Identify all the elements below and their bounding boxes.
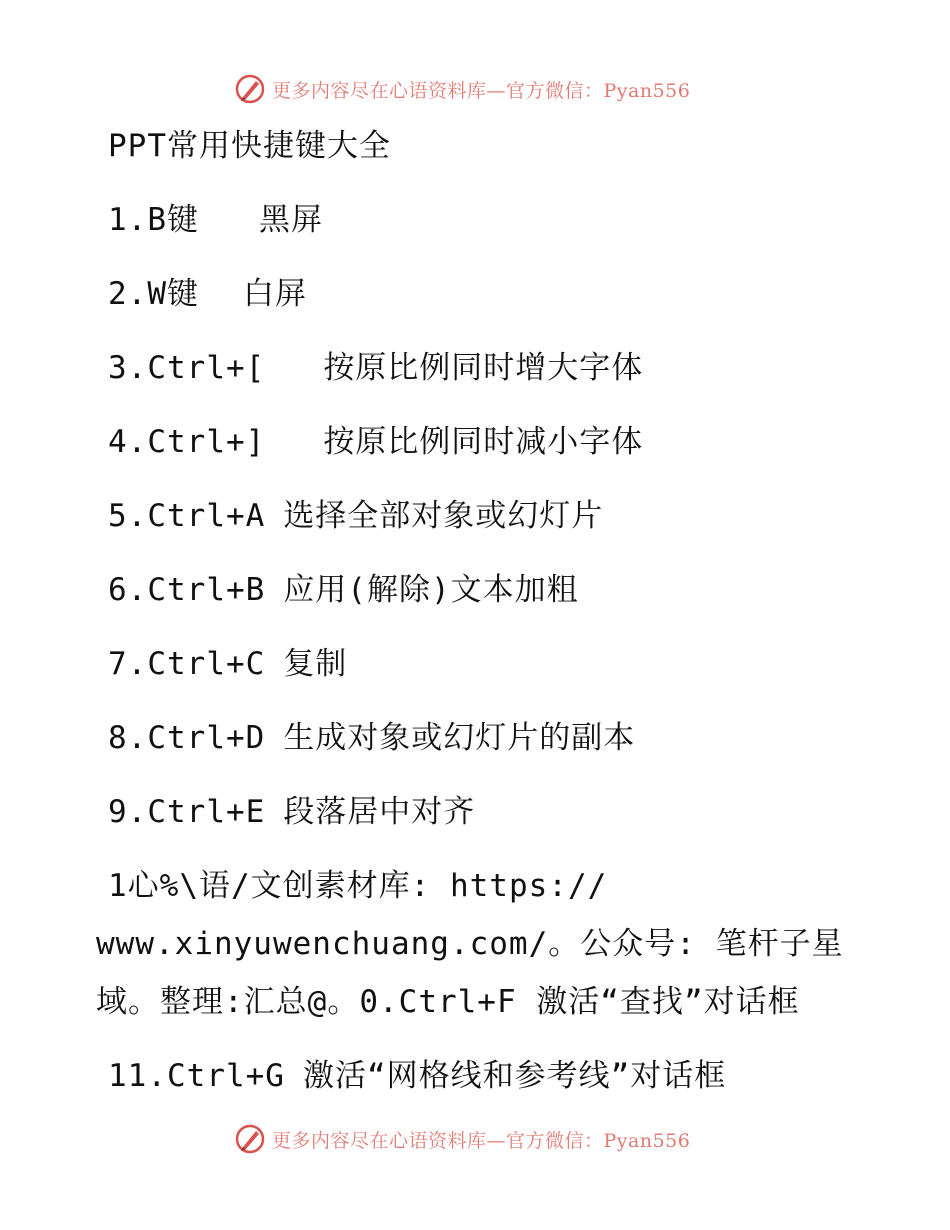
list-item <box>108 200 323 240</box>
banner-text: 更多内容尽在心语资料库—官方微信：Pyan556 <box>272 1129 691 1152</box>
item-key: 11.Ctrl+G <box>108 1058 285 1094</box>
item-desc: 选择全部对象或幻灯片 <box>283 498 604 534</box>
banner-text: 更多内容尽在心语资料库—官方微信：Pyan556 <box>272 79 691 102</box>
list-item <box>108 1056 726 1096</box>
item-key: 4.Ctrl+] <box>108 424 266 460</box>
item-desc: 生成对象或幻灯片的副本 <box>283 720 636 756</box>
item-desc: 应用(解除)文本加粗 <box>283 572 579 608</box>
item-key: 8.Ctrl+D <box>108 720 266 756</box>
item-desc: 黑屏 <box>259 202 323 238</box>
quill-logo-icon <box>234 73 266 105</box>
footer-banner <box>234 1122 690 1156</box>
item-desc: 复制 <box>283 646 348 682</box>
item-key: 1.B键 <box>108 202 199 238</box>
item-key: 2.W键 <box>108 276 199 312</box>
garbled-line-1: 1心%\语/文创素材库: https:// <box>108 868 608 904</box>
garbled-line-3: 域。整理:汇总@。0.Ctrl+F 激活“查找”对话框 <box>96 984 800 1020</box>
item-key: 5.Ctrl+A <box>108 498 266 534</box>
list-item <box>108 496 603 536</box>
item-desc: 段落居中对齐 <box>283 794 476 830</box>
list-item <box>108 274 307 314</box>
list-item <box>108 644 347 684</box>
header-banner <box>234 72 690 106</box>
list-item <box>108 570 579 610</box>
item-desc: 按原比例同时减小字体 <box>323 424 644 460</box>
page-title: PPT常用快捷键大全 <box>108 128 391 164</box>
item-desc: 按原比例同时增大字体 <box>323 350 644 386</box>
list-item <box>108 792 475 832</box>
list-item <box>108 422 643 462</box>
garbled-line-2: www.xinyuwenchuang.com/。公众号: 笔杆子星 <box>96 926 844 962</box>
quill-logo-icon <box>234 1123 266 1155</box>
list-item <box>108 348 643 388</box>
item-key: 9.Ctrl+E <box>108 794 266 830</box>
item-key: 6.Ctrl+B <box>108 572 266 608</box>
list-item <box>108 718 635 758</box>
item-desc: 激活“网格线和参考线”对话框 <box>302 1058 727 1094</box>
item-key: 7.Ctrl+C <box>108 646 266 682</box>
item-key: 3.Ctrl+[ <box>108 350 266 386</box>
item-desc: 白屏 <box>243 276 307 312</box>
